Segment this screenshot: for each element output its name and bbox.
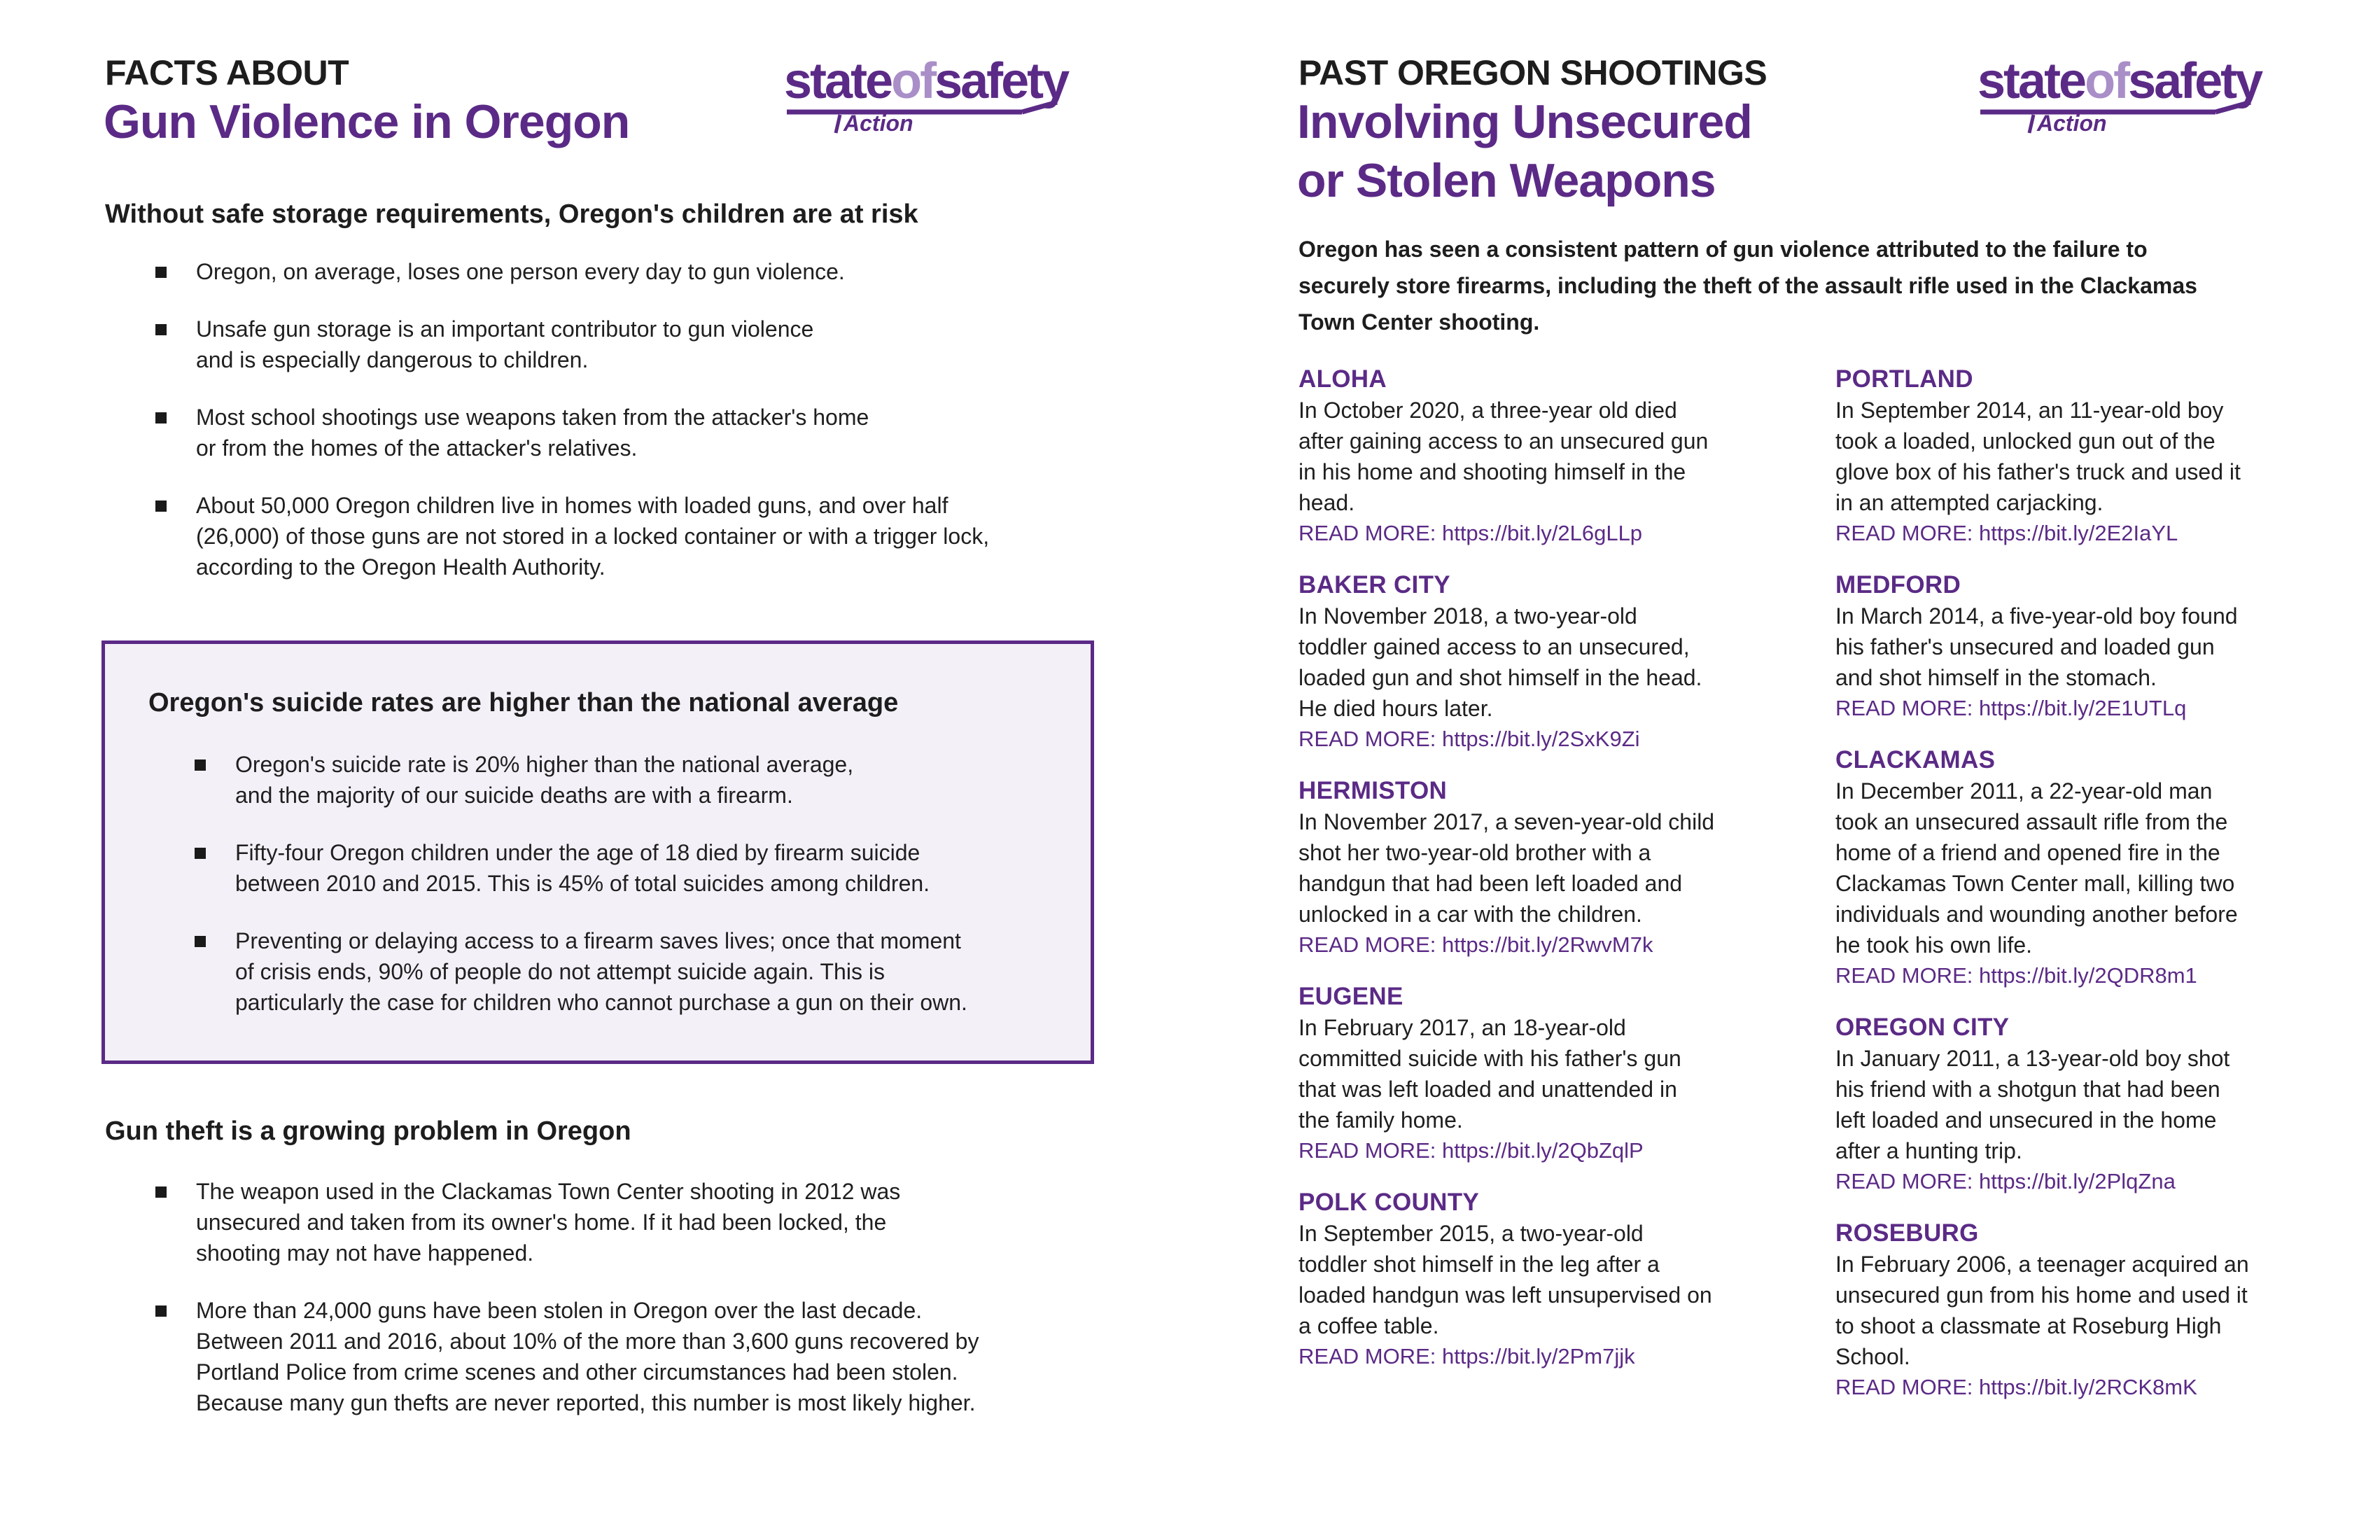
incident-city: PORTLAND: [1835, 365, 1973, 393]
incidents-column-1: [1298, 364, 1802, 1393]
incident-city: ALOHA: [1298, 365, 1387, 393]
list-item: Oregon, on average, loses one person every day to gun violence.: [155, 256, 1085, 287]
read-more-link[interactable]: READ MORE: https://bit.ly/2E1UTLq: [1835, 696, 2187, 720]
shootings-intro: Oregon has seen a consistent pattern of gun violence attributed to the failure to securely store firearms, including the theft of the assault rifle used in the Clackamas Town Center shooting.: [1298, 237, 2197, 335]
right-headline: Involving Unsecured or Stolen Weapons: [1297, 95, 1752, 207]
bullet-list: [155, 256, 1085, 582]
bullet-square-icon: [155, 324, 167, 335]
incident-eugene: [1298, 981, 1802, 1166]
incident-polk-county: [1298, 1187, 1802, 1372]
incident-roseburg: [1835, 1218, 2353, 1403]
bullet-square-icon: [155, 1306, 167, 1317]
incident-city: BAKER CITY: [1298, 571, 1450, 598]
incident-baker-city: [1298, 570, 1802, 755]
read-more-link[interactable]: READ MORE: https://bit.ly/2E2IaYL: [1835, 521, 2178, 545]
right-kicker: PAST OREGON SHOOTINGS: [1298, 53, 1768, 92]
incident-city: EUGENE: [1298, 983, 1404, 1010]
incident-city: POLK COUNTY: [1298, 1189, 1480, 1216]
bullet-square-icon: [195, 760, 206, 771]
incident-aloha: [1298, 364, 1802, 549]
read-more-link[interactable]: READ MORE: https://bit.ly/2SxK9Zi: [1298, 727, 1640, 751]
incident-text: In October 2020, a three-year old died after gaining access to an unsecured gun in his home and shooting himself in the head.: [1298, 398, 1709, 515]
incident-text: In March 2014, a five-year-old boy found his father's unsecured and loaded gun and shot himself in the stomach.: [1835, 603, 2238, 690]
logo-action-text: Action: [844, 111, 913, 136]
left-logo: [784, 53, 1092, 140]
incident-city: MEDFORD: [1835, 571, 1961, 598]
list-item: About 50,000 Oregon children live in homes with loaded guns, and over half (26,000) of those guns are not stored in a locked container or with a trigger lock, according to the Oregon Health Authority.: [155, 490, 1085, 582]
suicide-callout-box: [102, 640, 1094, 1064]
incident-city: CLACKAMAS: [1835, 746, 1996, 774]
list-item: More than 24,000 guns have been stolen in Oregon over the last decade. Between 2011 and 2016, about 10% of the more than 3,600 guns recovered by Portland Police from crime scenes and other circumstances had been stolen. Because many gun thefts are never reported, this number is most likely higher.: [155, 1295, 1085, 1418]
incident-hermiston: [1298, 776, 1802, 960]
section-gun-theft: [105, 1116, 1085, 1445]
incident-text: In November 2017, a seven-year-old child shot her two-year-old brother with a handgun that had been left loaded and unlocked in a car with the children.: [1298, 809, 1715, 927]
left-kicker: FACTS ABOUT: [105, 53, 349, 92]
list-item: Most school shootings use weapons taken from the attacker's home or from the homes of the attacker's relatives.: [155, 402, 1085, 463]
logo-wordmark: stateofsafety: [1977, 53, 2262, 109]
incident-city: ROSEBURG: [1835, 1219, 1979, 1247]
section-heading: Gun theft is a growing problem in Oregon: [105, 1116, 631, 1146]
bullet-square-icon: [155, 412, 167, 424]
incident-text: In September 2015, a two-year-old toddler shot himself in the leg after a loaded handgun was left unsupervised on a coffee table.: [1298, 1221, 1712, 1338]
bullet-square-icon: [155, 500, 167, 512]
bullet-square-icon: [195, 936, 206, 947]
read-more-link[interactable]: READ MORE: https://bit.ly/2RCK8mK: [1835, 1375, 2197, 1399]
bullet-square-icon: [155, 267, 167, 278]
read-more-link[interactable]: READ MORE: https://bit.ly/2QbZqlP: [1298, 1138, 1644, 1163]
logo-action-text: Action: [2037, 111, 2107, 136]
incident-text: In January 2011, a 13-year-old boy shot his friend with a shotgun that had been left loaded and unsecured in the home after a hunting trip.: [1835, 1046, 2230, 1163]
read-more-link[interactable]: READ MORE: https://bit.ly/2L6gLLp: [1298, 521, 1643, 545]
incident-text: In February 2006, a teenager acquired an unsecured gun from his home and used it to shoot a classmate at Roseburg High School.: [1835, 1252, 2249, 1369]
incident-text: In February 2017, an 18-year-old committed suicide with his father's gun that was left loaded and unattended in the family home.: [1298, 1015, 1681, 1133]
incident-medford: [1835, 570, 2353, 724]
incident-portland: [1835, 364, 2353, 549]
incidents-column-2: [1835, 364, 2353, 1424]
read-more-link[interactable]: READ MORE: https://bit.ly/2Pm7jjk: [1298, 1344, 1635, 1368]
incident-clackamas: [1835, 745, 2353, 991]
section-heading: Without safe storage requirements, Oregon's children are at risk: [105, 200, 918, 229]
read-more-link[interactable]: READ MORE: https://bit.ly/2PlqZna: [1835, 1169, 2176, 1194]
list-item: Fifty-four Oregon children under the age of 18 died by firearm suicide between 2010 and 2015. This is 45% of total suicides among children.: [195, 837, 967, 899]
logo-swoosh-icon: [784, 99, 1092, 141]
list-item: The weapon used in the Clackamas Town Center shooting in 2012 was unsecured and taken from its owner's home. If it had been locked, the shooting may not have happened.: [155, 1176, 1085, 1268]
read-more-link[interactable]: READ MORE: https://bit.ly/2RwvM7k: [1298, 932, 1653, 957]
bullet-square-icon: [195, 848, 206, 859]
list-item: Preventing or delaying access to a firearm saves lives; once that moment of crisis ends, 90% of people do not attempt suicide again. This is particularly the case for children who cannot purchase a gun on their own.: [195, 925, 967, 1018]
logo-swoosh-icon: [1977, 99, 2286, 141]
incident-text: In September 2014, an 11-year-old boy took a loaded, unlocked gun out of the glove box of his father's truck and used it in an attempted carjacking.: [1835, 398, 2241, 515]
callout-bullet-list: [195, 749, 967, 1044]
right-logo: [1977, 53, 2286, 140]
left-headline: Gun Violence in Oregon: [104, 95, 630, 148]
incident-city: OREGON CITY: [1835, 1014, 2010, 1041]
bullet-list: [155, 1176, 1085, 1418]
incident-text: In December 2011, a 22-year-old man took an unsecured assault rifle from the home of a friend and opened fire in the Clackamas Town Center mall, killing two individuals and wounding another before he took his own life.: [1835, 778, 2238, 958]
callout-heading: Oregon's suicide rates are higher than the national average: [148, 688, 899, 718]
incident-oregon-city: [1835, 1012, 2353, 1197]
list-item: Unsafe gun storage is an important contributor to gun violence and is especially dangerous to children.: [155, 314, 1085, 375]
logo-wordmark: stateofsafety: [784, 53, 1068, 109]
section-safe-storage: [105, 200, 1085, 609]
bullet-square-icon: [155, 1186, 167, 1198]
incident-city: HERMISTON: [1298, 777, 1448, 804]
read-more-link[interactable]: READ MORE: https://bit.ly/2QDR8m1: [1835, 963, 2197, 988]
incident-text: In November 2018, a two-year-old toddler gained access to an unsecured, loaded gun and shot himself in the head. He died hours later.: [1298, 603, 1702, 721]
list-item: Oregon's suicide rate is 20% higher than the national average, and the majority of our suicide deaths are with a firearm.: [195, 749, 967, 811]
